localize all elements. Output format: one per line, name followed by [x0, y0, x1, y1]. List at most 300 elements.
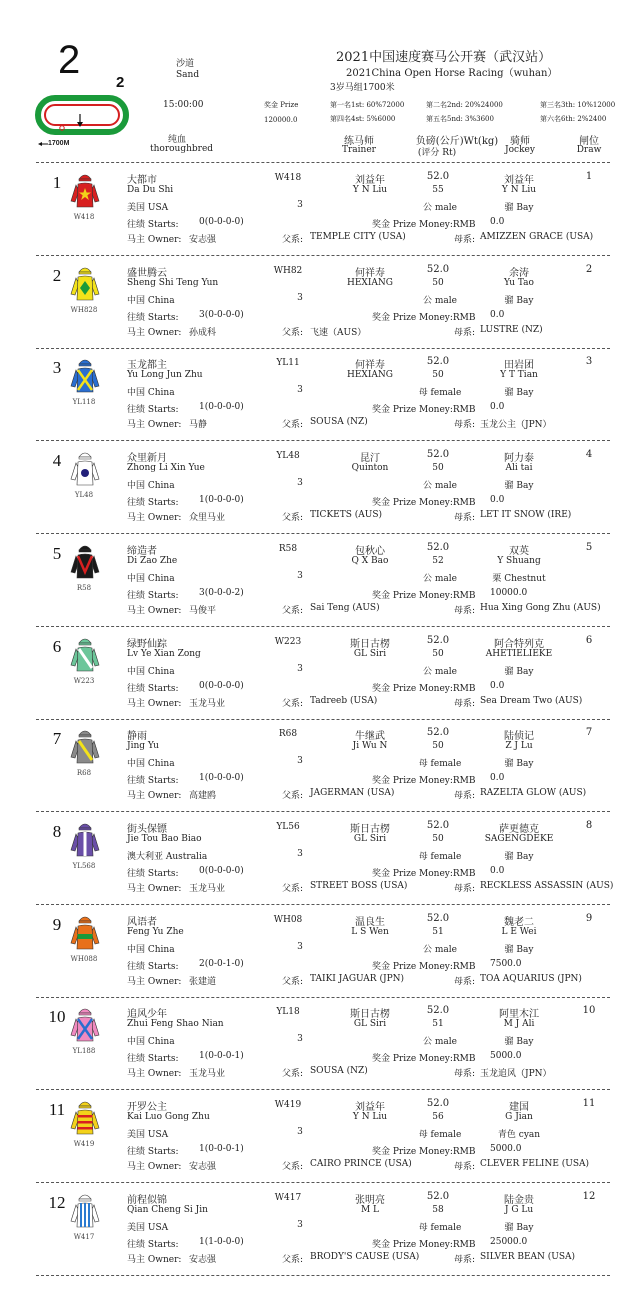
prize-money-value: 7500.0 — [490, 958, 522, 969]
dam-value: Hua Xing Gong Zhu (AUS) — [480, 602, 601, 613]
horse-entry — [0, 907, 641, 999]
saddle-number: 1 — [52, 173, 62, 192]
jockey-en: AHETIELIEKE — [485, 648, 553, 659]
trainer-cn: 温良生 — [355, 916, 385, 928]
owner-label: 马主 Owner: — [127, 976, 182, 987]
prize-money-label: 奖金 Prize Money:RMB — [372, 776, 476, 787]
starts-value: 2(0-0-1-0) — [199, 958, 244, 969]
saddle-number: 8 — [52, 821, 62, 841]
jockey-cn: 刘益年 — [504, 175, 534, 186]
starts-value: 1(0-0-0-0) — [199, 495, 244, 506]
saddle-number: 12 — [48, 1192, 66, 1212]
horse-country: 中国 China — [127, 666, 175, 677]
sire-label: 父系: — [282, 1069, 304, 1080]
jockey-silk-icon — [70, 635, 100, 675]
horse-code: YL11 — [276, 358, 300, 369]
trainer-cn: 昆汀 — [360, 453, 380, 465]
weight: 52.0 — [426, 449, 450, 461]
header-trainer-en: Trainer — [342, 145, 376, 155]
sire-value: TEMPLE CITY (USA) — [310, 232, 406, 242]
jockey-en: J G Lu — [504, 1204, 534, 1215]
owner-value: 玉龙马业 — [189, 1069, 226, 1080]
entry-divider — [36, 1275, 610, 1276]
starts-label: 往绩 Starts: — [127, 868, 179, 879]
trainer-en: HEXIANG — [347, 277, 393, 288]
race-title-en: 2021China Open Horse Racing（wuhan） — [346, 68, 558, 79]
horse-name-cn: 玉龙都主 — [127, 360, 167, 372]
prize-money-value: 0.0 — [490, 402, 505, 413]
silk-code: YL188 — [72, 1047, 96, 1056]
silk-code: YL118 — [72, 398, 96, 407]
horse-entry — [0, 258, 641, 350]
horse-age: 3 — [297, 1219, 303, 1230]
entry-divider — [36, 533, 610, 534]
horse-name-en: Feng Yu Zhe — [127, 926, 184, 937]
jockey-en: SAGENGDEKE — [484, 833, 554, 844]
weight: 52.0 — [426, 727, 450, 739]
horse-name-en: Lv Ye Xian Zong — [127, 648, 201, 659]
horse-color: 骝 Bay — [504, 203, 534, 213]
jockey-en: L E Wei — [501, 926, 537, 937]
horse-color: 骝 Bay — [504, 666, 534, 677]
horse-age: 3 — [297, 570, 303, 581]
trainer-cn: 斯日古楞 — [350, 1009, 390, 1021]
horse-name-cn: 缔造者 — [127, 545, 157, 557]
jockey-en: Ali tai — [505, 463, 533, 474]
horse-age: 3 — [297, 385, 303, 396]
prize-5th: 第五名5nd: 3%3600 — [426, 115, 494, 123]
horse-country: 中国 China — [127, 759, 175, 770]
saddle-number: 9 — [52, 914, 62, 934]
saddle-number: 11 — [48, 1100, 66, 1119]
horse-country: 中国 China — [127, 388, 175, 399]
horse-code: W223 — [274, 636, 302, 647]
draw-number: 3 — [585, 356, 593, 368]
horse-color: 骝 Bay — [504, 851, 534, 862]
owner-value: 玉龙马业 — [189, 883, 226, 894]
horse-name-cn: 前程似锦 — [127, 1194, 167, 1206]
sire-label: 父系: — [282, 327, 304, 338]
horse-color: 骝 Bay — [504, 1037, 534, 1048]
starts-label: 往绩 Starts: — [127, 1054, 179, 1065]
draw-number: 1 — [585, 171, 593, 182]
prize-money-label: 奖金 Prize Money:RMB — [372, 868, 476, 879]
horse-age: 3 — [297, 1127, 303, 1137]
sire-value: BRODY'S CAUSE (USA) — [310, 1251, 420, 1262]
dam-label: 母系: — [454, 791, 476, 802]
prize-money-value: 0.0 — [490, 495, 505, 506]
weight: 52.0 — [426, 1098, 450, 1109]
trainer-en: GL Siri — [353, 1019, 387, 1030]
draw-number: 4 — [585, 449, 593, 461]
horse-name-en: Zhui Feng Shao Nian — [127, 1019, 224, 1030]
horse-code: R58 — [278, 543, 298, 554]
surface-en: Sand — [176, 70, 200, 80]
saddle-number: 3 — [52, 358, 62, 378]
starts-value: 1(0-0-0-0) — [199, 773, 244, 784]
horse-name-cn: 众里新月 — [127, 453, 167, 465]
horse-entry — [0, 536, 641, 628]
jockey-silk-icon — [70, 913, 100, 953]
jockey-cn: 陆侦记 — [504, 731, 534, 743]
horse-sex: 母 female — [418, 1222, 462, 1233]
silk-code: YL568 — [72, 861, 96, 870]
dam-label: 母系: — [454, 1162, 476, 1172]
horse-code: YL18 — [276, 1007, 300, 1018]
jockey-cn: 阿合特列克 — [494, 638, 544, 650]
trainer-en: L S Wen — [351, 926, 389, 937]
race-title-cn: 2021中国速度赛马公开赛（武汉站） — [336, 50, 552, 65]
saddle-number: 4 — [52, 451, 62, 471]
trainer-cn: 牛继武 — [355, 731, 385, 743]
weight: 52.0 — [426, 171, 450, 182]
weight: 52.0 — [426, 541, 450, 553]
race-number: 2 — [58, 38, 81, 82]
jockey-silk-icon — [70, 1191, 100, 1231]
entry-divider — [36, 440, 610, 441]
trainer-en: Y N Liu — [352, 1112, 388, 1122]
starts-value: 0(0-0-0-0) — [199, 217, 244, 227]
draw-number: 11 — [582, 1098, 596, 1109]
prize-label: 奖金 Prize — [264, 101, 299, 109]
horse-age: 3 — [297, 663, 303, 674]
weight: 52.0 — [426, 263, 450, 275]
prize-money-label: 奖金 Prize Money:RMB — [372, 220, 476, 230]
owner-label: 马主 Owner: — [127, 513, 182, 524]
prize-1st: 第一名1st: 60%72000 — [330, 101, 405, 109]
trainer-cn: 斯日古楞 — [350, 638, 390, 650]
dam-label: 母系: — [454, 513, 476, 524]
dam-label: 母系: — [454, 1069, 476, 1080]
owner-label: 马主 Owner: — [127, 420, 182, 431]
silk-code: R68 — [76, 769, 92, 778]
weight: 52.0 — [426, 1005, 450, 1017]
owner-label: 马主 Owner: — [127, 1162, 182, 1172]
owner-value: 众里马业 — [189, 513, 226, 524]
race-class: 3岁马组1700米 — [330, 83, 395, 93]
silk-code: R58 — [76, 583, 92, 592]
saddle-number: 2 — [52, 265, 62, 285]
entry-divider — [36, 1182, 610, 1183]
owner-value: 孙成科 — [189, 327, 217, 338]
prize-money-value: 5000.0 — [490, 1144, 522, 1154]
sire-value: 飞速（AUS） — [310, 327, 367, 338]
horse-name-en: Jing Yu — [127, 741, 159, 752]
saddle-number: 10 — [48, 1007, 66, 1027]
entry-divider — [36, 904, 610, 905]
horse-country: 中国 China — [127, 481, 175, 492]
rating: 50 — [432, 741, 444, 752]
starts-value: 0(0-0-0-0) — [199, 680, 244, 691]
trainer-en: HEXIANG — [347, 370, 393, 381]
draw-number: 7 — [585, 727, 593, 739]
horse-name-en: Qian Cheng Si Jin — [127, 1204, 208, 1215]
trainer-cn: 何祥寿 — [355, 360, 385, 372]
horse-name-en: Da Du Shi — [127, 185, 174, 195]
horse-name-cn: 静雨 — [127, 731, 147, 743]
starts-value: 3(0-0-0-2) — [199, 587, 244, 598]
entry-divider — [36, 348, 610, 349]
entry-divider — [36, 1089, 610, 1090]
prize-money-value: 0.0 — [490, 773, 505, 784]
horse-code: YL56 — [276, 821, 300, 832]
header-jockey-cn: 骑师 — [510, 136, 530, 147]
prize-total: 120000.0 — [264, 116, 298, 124]
race-time: 15:00:00 — [163, 100, 204, 110]
horse-age: 3 — [297, 200, 303, 210]
jockey-cn: 陆金贵 — [504, 1194, 534, 1206]
horse-code: WH08 — [273, 914, 303, 925]
draw-number: 5 — [585, 541, 593, 553]
sire-value: SOUSA (NZ) — [310, 1066, 368, 1077]
dam-value: SILVER BEAN (USA) — [480, 1251, 576, 1262]
starts-label: 往绩 Starts: — [127, 405, 179, 416]
horse-name-cn: 街头保镖 — [127, 823, 167, 835]
jockey-cn: 萨更德克 — [499, 823, 539, 835]
rating: 50 — [432, 648, 444, 659]
sire-label: 父系: — [282, 513, 304, 524]
owner-value: 安志强 — [189, 1254, 217, 1265]
sire-label: 父系: — [282, 420, 304, 431]
horse-sex: 公 male — [423, 944, 457, 955]
dam-label: 母系: — [454, 698, 476, 709]
rating: 51 — [432, 926, 444, 937]
horse-color: 青色 cyan — [497, 1130, 541, 1140]
horse-entry — [0, 443, 641, 535]
dam-value: RAZELTA GLOW (AUS) — [480, 788, 587, 799]
horse-name-cn: 追风少年 — [127, 1009, 167, 1021]
horse-sex: 公 male — [423, 666, 457, 677]
owner-value: 张建道 — [189, 976, 217, 987]
dam-value: TOA AQUARIUS (JPN) — [480, 973, 582, 984]
horse-sex: 公 male — [423, 573, 457, 584]
starts-label: 往绩 Starts: — [127, 776, 179, 787]
horse-age: 3 — [297, 292, 303, 303]
dam-label: 母系: — [454, 327, 476, 338]
header-draw-cn: 闸位 — [579, 136, 599, 147]
dam-label: 母系: — [454, 420, 476, 431]
horse-name-en: Kai Luo Gong Zhu — [127, 1112, 210, 1122]
draw-number: 6 — [585, 634, 593, 646]
prize-money-label: 奖金 Prize Money:RMB — [372, 1147, 476, 1157]
horse-name-cn: 盛世腾云 — [127, 267, 167, 279]
owner-label: 马主 Owner: — [127, 1069, 182, 1080]
draw-number: 12 — [582, 1190, 596, 1202]
horse-entry — [0, 629, 641, 721]
owner-value: 安志强 — [189, 235, 217, 245]
rating: 58 — [432, 1204, 444, 1215]
horse-country: 中国 China — [127, 1037, 175, 1048]
trainer-cn: 斯日古楞 — [350, 823, 390, 835]
header-weight-cn: 负磅(公斤)Wt(kg) — [415, 136, 499, 147]
starts-label: 往绩 Starts: — [127, 498, 179, 509]
horse-sex: 公 male — [423, 203, 457, 213]
horse-code: R68 — [278, 729, 298, 740]
jockey-silk-icon — [70, 171, 100, 211]
horse-entry — [0, 721, 641, 813]
breed-en: thoroughbred — [150, 144, 214, 154]
horse-sex: 公 male — [423, 481, 457, 492]
horse-code: W417 — [274, 1192, 302, 1203]
trainer-en: Quinton — [351, 463, 389, 474]
rating: 50 — [432, 463, 444, 474]
silk-code: W417 — [73, 1232, 95, 1241]
horse-code: W419 — [274, 1100, 302, 1110]
owner-value: 高建鸥 — [189, 791, 217, 802]
jockey-cn: 余涛 — [509, 267, 529, 279]
horse-country: 中国 China — [127, 295, 175, 306]
owner-value: 马俊平 — [189, 605, 217, 616]
weight: 52.0 — [426, 634, 450, 646]
horse-sex: 公 male — [423, 295, 457, 306]
horse-entry — [0, 999, 641, 1091]
starts-value: 3(0-0-0-0) — [199, 309, 244, 320]
rating: 50 — [432, 833, 444, 844]
silk-code: YL48 — [74, 491, 94, 500]
dam-value: AMIZZEN GRACE (USA) — [480, 232, 594, 242]
horse-sex: 母 female — [418, 759, 462, 770]
owner-label: 马主 Owner: — [127, 791, 182, 802]
prize-money-value: 0.0 — [490, 680, 505, 691]
horse-country: 美国 USA — [127, 203, 169, 213]
breed-cn: 纯血 — [168, 135, 187, 145]
prize-money-value: 5000.0 — [490, 1051, 522, 1062]
silk-code: W419 — [73, 1140, 95, 1148]
sire-value: CAIRO PRINCE (USA) — [310, 1159, 412, 1169]
horse-color: 骝 Bay — [504, 388, 534, 399]
prize-money-value: 0.0 — [490, 217, 505, 227]
sire-value: JAGERMAN (USA) — [310, 788, 395, 799]
prize-2nd: 第二名2nd: 20%24000 — [426, 101, 503, 109]
owner-value: 玉龙马业 — [189, 698, 226, 709]
starts-value: 0(0-0-0-0) — [199, 865, 244, 876]
silk-code: W418 — [73, 213, 95, 221]
sire-label: 父系: — [282, 791, 304, 802]
owner-label: 马主 Owner: — [127, 235, 182, 245]
starts-value: 1(0-0-0-0) — [199, 402, 244, 413]
sire-value: Tadreeb (USA) — [310, 695, 378, 706]
jockey-en: G Jian — [505, 1112, 533, 1122]
horse-name-cn: 风语者 — [127, 916, 157, 928]
jockey-cn: 阿力泰 — [504, 453, 534, 465]
dam-value: LET IT SNOW (IRE) — [480, 510, 572, 521]
starts-value: 1(1-0-0-0) — [199, 1236, 244, 1247]
trainer-en: GL Siri — [353, 648, 387, 659]
weight: 52.0 — [426, 356, 450, 368]
sire-label: 父系: — [282, 1162, 304, 1172]
prize-money-label: 奖金 Prize Money:RMB — [372, 312, 476, 323]
starts-label: 往绩 Starts: — [127, 1239, 179, 1250]
horse-color: 骝 Bay — [504, 944, 534, 955]
horse-sex: 公 male — [423, 1037, 457, 1048]
prize-money-value: 25000.0 — [490, 1236, 528, 1247]
horse-country: 中国 China — [127, 573, 175, 584]
jockey-cn: 魏老二 — [504, 916, 534, 928]
prize-money-value: 0.0 — [490, 309, 505, 320]
starts-label: 往绩 Starts: — [127, 683, 179, 694]
horse-color: 栗 Chestnut — [492, 573, 546, 584]
sire-value: TAIKI JAGUAR (JPN) — [310, 973, 405, 984]
horse-name-en: Zhong Li Xin Yue — [127, 463, 205, 474]
sire-label: 父系: — [282, 605, 304, 616]
prize-money-value: 0.0 — [490, 865, 505, 876]
horse-entry — [0, 165, 641, 257]
prize-money-label: 奖金 Prize Money:RMB — [372, 1054, 476, 1065]
jockey-cn: 双英 — [509, 545, 529, 557]
horse-entry — [0, 1185, 641, 1277]
rating: 50 — [432, 370, 444, 381]
horse-name-cn: 开罗公主 — [127, 1102, 167, 1113]
jockey-silk-icon — [70, 449, 100, 489]
horse-entry — [0, 814, 641, 906]
trainer-en: Y N Liu — [352, 185, 388, 195]
entry-divider — [36, 811, 610, 812]
draw-number: 8 — [585, 819, 593, 831]
trainer-cn: 刘益年 — [355, 175, 385, 186]
jockey-cn: 田岩团 — [504, 360, 534, 372]
trainer-cn: 包秋心 — [355, 545, 385, 557]
dam-value: RECKLESS ASSASSIN (AUS) — [480, 880, 614, 891]
horse-country: 美国 USA — [127, 1222, 169, 1233]
horse-code: WH82 — [273, 265, 303, 276]
horse-age: 3 — [297, 478, 303, 489]
horse-sex: 母 female — [418, 851, 462, 862]
dam-value: 玉龙公主（JPN） — [480, 420, 552, 431]
prize-3rd: 第三名3th: 10%12000 — [540, 101, 616, 109]
starts-value: 1(0-0-0-1) — [199, 1144, 244, 1154]
silk-code: W223 — [73, 676, 95, 685]
dam-label: 母系: — [454, 883, 476, 894]
jockey-silk-icon — [70, 1098, 100, 1138]
prize-money-label: 奖金 Prize Money:RMB — [372, 590, 476, 601]
sire-label: 父系: — [282, 235, 304, 245]
trainer-en: M L — [360, 1204, 380, 1215]
horse-sex: 母 female — [418, 1130, 462, 1140]
header-trainer-cn: 练马师 — [344, 136, 374, 147]
rating: 55 — [432, 185, 444, 195]
horse-name-en: Jie Tou Bao Biao — [127, 833, 202, 844]
trainer-cn: 刘益年 — [355, 1102, 385, 1113]
prize-money-label: 奖金 Prize Money:RMB — [372, 961, 476, 972]
dam-value: CLEVER FELINE (USA) — [480, 1159, 590, 1169]
saddle-number: 6 — [52, 636, 62, 656]
horse-name-cn: 绿野仙踪 — [127, 638, 167, 650]
starts-label: 往绩 Starts: — [127, 312, 179, 323]
jockey-en: M J Ali — [503, 1019, 535, 1030]
prize-money-label: 奖金 Prize Money:RMB — [372, 405, 476, 416]
starts-label: 往绩 Starts: — [127, 220, 179, 230]
starts-value: 1(0-0-0-1) — [199, 1051, 244, 1062]
weight: 52.0 — [426, 819, 450, 831]
saddle-number: 5 — [52, 543, 62, 563]
horse-name-en: Yu Long Jun Zhu — [127, 370, 203, 381]
header-divider — [36, 162, 610, 163]
owner-value: 马静 — [189, 420, 208, 431]
horse-color: 骝 Bay — [504, 759, 534, 770]
jockey-silk-icon — [70, 264, 100, 304]
horse-country: 澳大利亚 Australia — [127, 851, 208, 862]
draw-number: 9 — [585, 912, 593, 924]
dam-label: 母系: — [454, 605, 476, 616]
dam-label: 母系: — [454, 235, 476, 245]
jockey-en: Y N Liu — [501, 185, 537, 195]
prize-money-label: 奖金 Prize Money:RMB — [372, 1239, 476, 1250]
sire-label: 父系: — [282, 883, 304, 894]
horse-code: W418 — [274, 173, 302, 183]
horse-age: 3 — [297, 1034, 303, 1045]
horse-country: 美国 USA — [127, 1130, 169, 1140]
sire-value: Sai Teng (AUS) — [310, 602, 380, 613]
